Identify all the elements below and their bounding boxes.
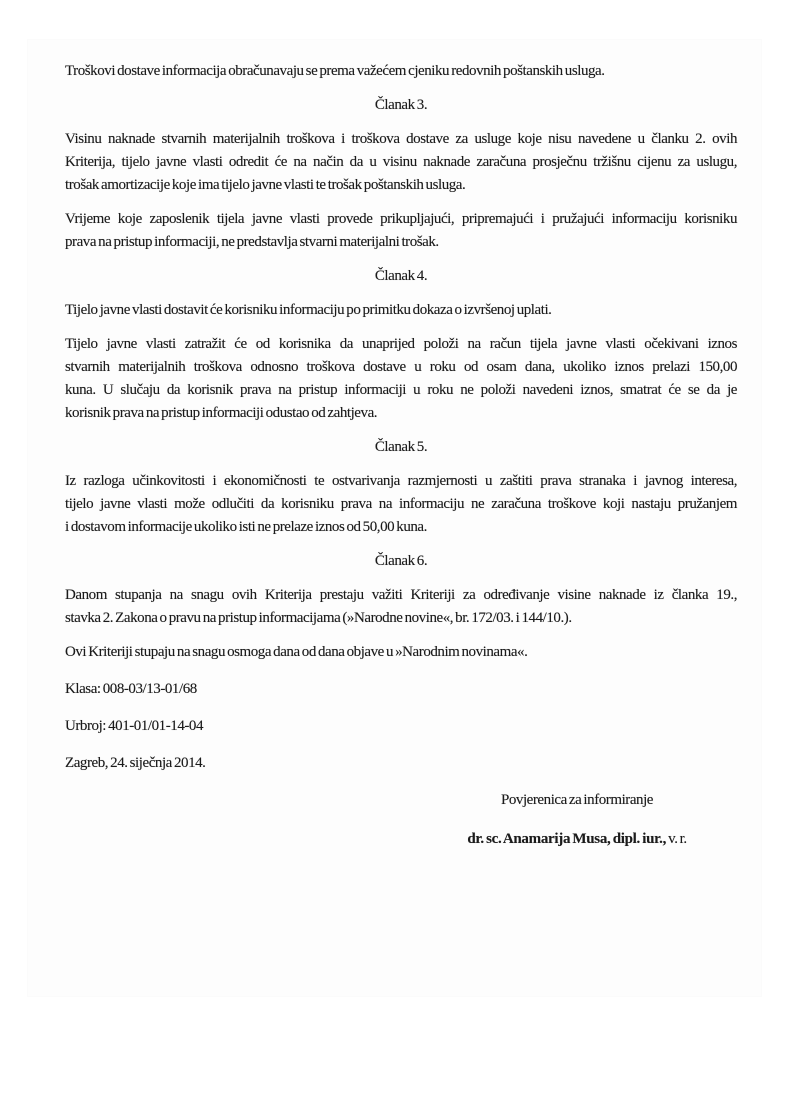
text-line: Urbroj: 401-01/01-14-04 [65, 718, 204, 734]
text-line: Vrijeme koje zaposlenik tijela javne vlasti provede prikupljajući, pripremajući i pružajući informaciju korisniku [65, 211, 737, 227]
text-line: Tijelo javne vlasti zatražit će od korisnika da unaprijed položi na račun tijela javne vlasti očekivani iznos [65, 336, 737, 352]
text-line: kuna. U slučaju da korisnik prava na pristup informaciji u roku ne položi navedeni iznos, smatrat će se da je [65, 382, 737, 398]
signature-block [427, 789, 727, 851]
text-line: Troškovi dostave informacija obračunavaju se prema važećem cjeniku redovnih poštanskih usluga. [65, 63, 605, 79]
text-line: Klasa: 008-03/13-01/68 [65, 681, 197, 697]
text-line: tijelo javne vlasti može odlučiti da korisniku prava na informaciju ne zaračuna troškove koji nastaju pružanjem [65, 496, 737, 512]
paragraph [65, 584, 737, 630]
paragraph [65, 470, 737, 539]
text-line: Danom stupanja na snagu ovih Kriterija prestaju važiti Kriteriji za određivanje visine naknade iz članka 19., [65, 587, 737, 603]
scanned-page [28, 40, 761, 996]
paragraph [65, 60, 737, 83]
signature-name-suffix: v. r. [666, 831, 687, 847]
paragraph [65, 128, 737, 197]
signature-title: Povjerenica za informiranje [500, 792, 654, 808]
paragraph [65, 299, 737, 322]
signature-name-bold: dr. sc. Anamarija Musa, dipl. iur., [467, 831, 667, 847]
text-line: stvarnih materijalnih troškova odnosno troškova dostave u roku od osam dana, ukoliko iznos prelazi 150,00 [65, 359, 737, 375]
paragraph [65, 333, 737, 425]
signature-name [427, 828, 727, 851]
meta-line [65, 678, 737, 701]
text-line: Tijelo javne vlasti dostavit će korisniku informaciju po primitku dokaza o izvršenoj uplati. [65, 302, 552, 318]
text-line: Iz razloga učinkovitosti i ekonomičnosti te ostvarivanja razmjernosti u zaštiti prava stranaka i javnog interesa, [65, 473, 737, 489]
text-line: Kriterija, tijelo javne vlasti odredit će na način da u visinu naknade zaračuna prosječnu tržišnu cijenu za uslugu, [65, 154, 737, 170]
text-line: trošak amortizacije koje ima tijelo javne vlasti te trošak poštanskih usluga. [65, 177, 466, 193]
article-heading: Članak 4. [374, 268, 428, 284]
text-line: Zagreb, 24. siječnja 2014. [65, 755, 206, 771]
paragraph [65, 641, 737, 664]
document-body [65, 60, 737, 775]
text-line: prava na pristup informaciji, ne predstavlja stvarni materijalni trošak. [65, 234, 439, 250]
document-content [65, 60, 737, 851]
text-line: korisnik prava na pristup informaciji odustao od zahtjeva. [65, 405, 378, 421]
text-line: Ovi Kriteriji stupaju na snagu osmoga dana od dana objave u »Narodnim novinama«. [65, 644, 528, 660]
article-heading: Članak 5. [374, 439, 428, 455]
text-line: stavka 2. Zakona o pravu na pristup informacijama (»Narodne novine«, br. 172/03. i 144/10.). [65, 610, 572, 626]
meta-line [65, 715, 737, 738]
text-line: i dostavom informacije ukoliko isti ne prelaze iznos od 50,00 kuna. [65, 519, 427, 535]
article-heading: Članak 6. [374, 553, 428, 569]
paragraph [65, 208, 737, 254]
meta-line [65, 752, 737, 775]
text-line: Visinu naknade stvarnih materijalnih troškova i troškova dostave za usluge koje nisu navedene u članku 2. ovih [65, 131, 737, 147]
article-heading: Članak 3. [374, 97, 428, 113]
